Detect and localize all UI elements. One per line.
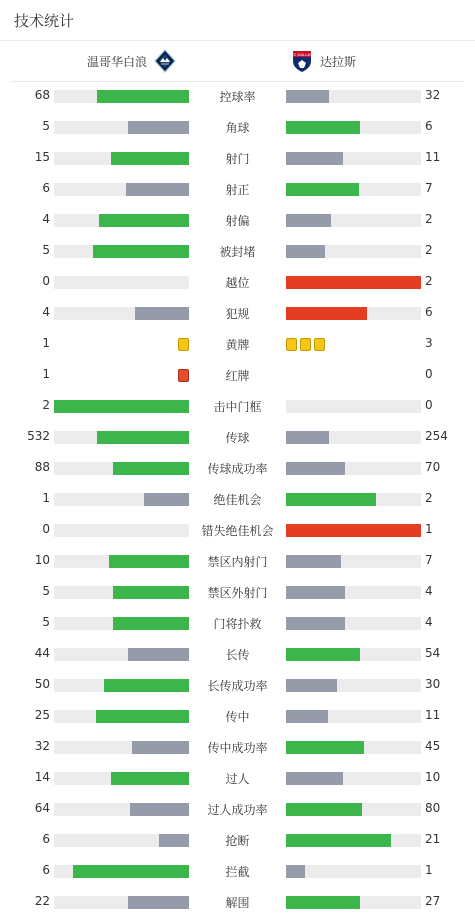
home-stat-fill [111, 152, 189, 165]
away-stat-fill [286, 121, 360, 134]
away-stat-bar [286, 617, 421, 630]
away-stat-bar [286, 400, 421, 413]
stat-row [0, 112, 475, 143]
home-stat-value: 1 [42, 491, 50, 505]
stats-header [0, 0, 475, 41]
stat-label: 绝佳机会 [213, 493, 262, 507]
away-stat-bar [286, 555, 421, 568]
away-stat-value: 4 [425, 584, 433, 598]
home-stat-value: 5 [42, 119, 50, 133]
home-stat-bar [54, 400, 189, 413]
home-stat-value: 1 [42, 336, 50, 350]
home-stat-bar [54, 772, 189, 785]
home-stat-bar [54, 555, 189, 568]
home-stat-bar [54, 245, 189, 258]
stat-label: 红牌 [225, 369, 250, 383]
home-stat-value: 50 [34, 677, 50, 691]
away-stat-value: 80 [425, 801, 441, 815]
stat-label: 射正 [225, 183, 250, 197]
stat-label: 射偏 [225, 214, 250, 228]
away-stat-fill [286, 276, 421, 289]
away-stat-bar [286, 245, 421, 258]
away-stat-fill [286, 772, 343, 785]
home-stat-fill [135, 307, 189, 320]
home-stat-value: 44 [34, 646, 50, 660]
stat-row [0, 670, 475, 701]
home-stat-fill [113, 617, 189, 630]
away-stat-bar [286, 524, 421, 537]
away-team-name: 达拉斯 [320, 54, 357, 69]
stat-label: 过人 [225, 772, 250, 786]
stat-label: 门将扑救 [213, 617, 262, 631]
home-stat-fill [96, 710, 189, 723]
away-stat-bar [286, 803, 421, 816]
stat-row [0, 143, 475, 174]
away-team[interactable] [290, 49, 356, 73]
home-stat-value: 22 [34, 894, 50, 908]
home-stat-bar [54, 152, 189, 165]
away-stat-bar [286, 586, 421, 599]
away-stat-value: 70 [425, 460, 441, 474]
away-stat-value: 2 [425, 274, 433, 288]
home-stat-fill [132, 741, 189, 754]
home-team[interactable] [87, 49, 177, 73]
page-title: 技术统计 [14, 12, 75, 30]
away-stat-value: 2 [425, 212, 433, 226]
away-stat-bar [286, 183, 421, 196]
away-stat-fill [286, 648, 360, 661]
fc-dallas-crest-icon [290, 49, 314, 73]
home-stat-value: 1 [42, 367, 50, 381]
stat-row [0, 81, 475, 112]
stat-label: 长传 [225, 648, 250, 662]
home-stat-bar [54, 617, 189, 630]
stat-label: 黄牌 [225, 338, 250, 352]
away-stat-bar [286, 214, 421, 227]
stat-label: 射门 [225, 152, 250, 166]
away-stat-bar [286, 431, 421, 444]
stat-row [0, 546, 475, 577]
yellow-card-icon [178, 338, 189, 351]
home-stat-fill [159, 834, 189, 847]
stat-label: 传中 [225, 710, 250, 724]
away-stat-bar [286, 307, 421, 320]
home-stat-value: 0 [42, 522, 50, 536]
home-stat-value: 6 [42, 832, 50, 846]
away-stat-value: 3 [425, 336, 433, 350]
home-stat-bar [54, 741, 189, 754]
away-stat-bar [286, 462, 421, 475]
away-stat-fill [286, 896, 360, 909]
home-stat-value: 14 [34, 770, 50, 784]
stat-row [0, 825, 475, 856]
home-stat-bar [54, 462, 189, 475]
home-stat-value: 5 [42, 243, 50, 257]
away-stat-fill [286, 183, 359, 196]
stat-label: 控球率 [219, 90, 256, 104]
away-stat-value: 30 [425, 677, 441, 691]
away-stat-fill [286, 586, 345, 599]
stat-row [0, 391, 475, 422]
home-stat-fill [109, 555, 189, 568]
stat-label: 角球 [225, 121, 250, 135]
home-stat-value: 6 [42, 863, 50, 877]
away-stat-bar [286, 741, 421, 754]
home-cards [178, 369, 189, 382]
home-stat-bar [54, 307, 189, 320]
away-stat-fill [286, 679, 337, 692]
stat-label: 被封堵 [219, 245, 256, 259]
home-stat-bar [54, 493, 189, 506]
stats-list [0, 81, 475, 918]
home-stat-bar [54, 183, 189, 196]
away-stat-fill [286, 834, 391, 847]
stat-row [0, 298, 475, 329]
home-stat-fill [128, 896, 189, 909]
away-stat-fill [286, 493, 376, 506]
away-stat-fill [286, 307, 367, 320]
home-stat-value: 25 [34, 708, 50, 722]
away-stat-bar [286, 90, 421, 103]
away-stat-value: 1 [425, 522, 433, 536]
away-stat-value: 54 [425, 646, 441, 660]
away-stat-fill [286, 803, 362, 816]
away-stat-value: 11 [425, 708, 441, 722]
home-stat-value: 6 [42, 181, 50, 195]
stat-row [0, 608, 475, 639]
home-stat-value: 0 [42, 274, 50, 288]
away-stat-value: 0 [425, 367, 433, 381]
stat-row [0, 453, 475, 484]
away-stat-value: 2 [425, 243, 433, 257]
home-stat-bar [54, 586, 189, 599]
stat-label: 拦截 [225, 865, 250, 879]
home-stat-bar [54, 648, 189, 661]
home-cards [178, 338, 189, 351]
stat-row [0, 639, 475, 670]
away-stat-fill [286, 865, 305, 878]
stat-label: 越位 [225, 276, 250, 290]
home-stat-bar [54, 276, 189, 289]
stat-row [0, 236, 475, 267]
stat-row [0, 205, 475, 236]
away-stat-value: 32 [425, 88, 441, 102]
away-stat-bar [286, 896, 421, 909]
home-stat-fill [144, 493, 189, 506]
away-stat-fill [286, 710, 328, 723]
home-stat-bar [54, 90, 189, 103]
stat-label: 抢断 [225, 834, 250, 848]
stat-row [0, 174, 475, 205]
home-stat-fill [111, 772, 189, 785]
home-stat-bar [54, 710, 189, 723]
away-stat-fill [286, 214, 331, 227]
away-stat-fill [286, 245, 325, 258]
away-stat-bar [286, 152, 421, 165]
away-stat-bar [286, 648, 421, 661]
home-stat-value: 5 [42, 615, 50, 629]
away-stat-value: 4 [425, 615, 433, 629]
away-stat-value: 7 [425, 553, 433, 567]
away-stat-value: 11 [425, 150, 441, 164]
home-stat-fill [113, 462, 189, 475]
home-stat-value: 4 [42, 212, 50, 226]
home-stat-bar [54, 679, 189, 692]
home-stat-value: 88 [34, 460, 50, 474]
stat-label: 禁区内射门 [207, 555, 268, 569]
home-stat-bar [54, 803, 189, 816]
home-stat-fill [97, 431, 189, 444]
stat-label: 禁区外射门 [207, 586, 268, 600]
stat-label: 长传成功率 [207, 679, 268, 693]
stat-row [0, 732, 475, 763]
stat-row [0, 794, 475, 825]
stat-row [0, 856, 475, 887]
stat-row [0, 887, 475, 918]
away-stat-fill [286, 462, 345, 475]
away-stat-fill [286, 152, 343, 165]
away-stat-value: 6 [425, 305, 433, 319]
away-stat-bar [286, 493, 421, 506]
home-stat-value: 532 [27, 429, 50, 443]
home-stat-bar [54, 834, 189, 847]
away-stat-fill [286, 741, 364, 754]
crest-lettering: FC DALLAS [291, 52, 313, 57]
home-stat-fill [113, 586, 189, 599]
stat-label: 犯规 [225, 307, 250, 321]
home-stat-bar [54, 865, 189, 878]
stat-row [0, 360, 475, 391]
stat-label: 击中门框 [213, 400, 262, 414]
home-stat-bar [54, 431, 189, 444]
stat-row [0, 267, 475, 298]
home-stat-fill [104, 679, 189, 692]
stat-label: 传球 [225, 431, 250, 445]
away-stat-bar [286, 276, 421, 289]
away-stat-bar [286, 121, 421, 134]
home-stat-value: 10 [34, 553, 50, 567]
stat-label: 解围 [225, 896, 250, 910]
stat-row [0, 515, 475, 546]
away-stat-value: 1 [425, 863, 433, 877]
home-stat-fill [73, 865, 189, 878]
stat-row [0, 329, 475, 360]
away-stat-bar [286, 834, 421, 847]
yellow-card-icon [300, 338, 311, 351]
away-stat-bar [286, 772, 421, 785]
home-stat-fill [128, 121, 189, 134]
stat-row [0, 484, 475, 515]
yellow-card-icon [286, 338, 297, 351]
vancouver-whitecaps-crest-icon [153, 49, 177, 73]
yellow-card-icon [314, 338, 325, 351]
home-stat-value: 64 [34, 801, 50, 815]
away-stat-value: 6 [425, 119, 433, 133]
home-stat-bar [54, 524, 189, 537]
away-stat-bar [286, 865, 421, 878]
home-stat-value: 5 [42, 584, 50, 598]
home-stat-fill [93, 245, 189, 258]
stat-row [0, 577, 475, 608]
home-stat-value: 32 [34, 739, 50, 753]
stat-label: 传中成功率 [207, 741, 268, 755]
away-stat-value: 2 [425, 491, 433, 505]
away-stat-value: 10 [425, 770, 441, 784]
away-stat-bar [286, 710, 421, 723]
home-stat-bar [54, 121, 189, 134]
home-team-name: 温哥华白浪 [86, 54, 147, 69]
red-card-icon [178, 369, 189, 382]
away-stat-fill [286, 555, 341, 568]
away-stat-value: 0 [425, 398, 433, 412]
home-stat-fill [54, 400, 189, 413]
teams-bar [10, 41, 465, 82]
home-stat-bar [54, 896, 189, 909]
home-stat-fill [97, 90, 189, 103]
home-stat-value: 4 [42, 305, 50, 319]
away-stat-fill [286, 90, 329, 103]
away-stat-fill [286, 617, 345, 630]
home-stat-value: 68 [34, 88, 50, 102]
stat-row [0, 763, 475, 794]
home-stat-value: 15 [34, 150, 50, 164]
away-stat-value: 7 [425, 181, 433, 195]
away-stat-fill [286, 431, 329, 444]
home-stat-fill [126, 183, 189, 196]
away-stat-value: 21 [425, 832, 441, 846]
away-stat-value: 254 [425, 429, 448, 443]
home-stat-bar [54, 214, 189, 227]
away-stat-value: 27 [425, 894, 441, 908]
away-stat-fill [286, 524, 421, 537]
away-stat-bar [286, 679, 421, 692]
home-stat-fill [130, 803, 189, 816]
stat-label: 过人成功率 [207, 803, 268, 817]
home-stat-fill [99, 214, 189, 227]
stat-label: 错失绝佳机会 [201, 524, 274, 538]
home-stat-value: 2 [42, 398, 50, 412]
away-cards [286, 338, 325, 351]
away-stat-value: 45 [425, 739, 441, 753]
home-stat-fill [128, 648, 189, 661]
stat-row [0, 701, 475, 732]
stat-label: 传球成功率 [207, 462, 268, 476]
stat-row [0, 422, 475, 453]
